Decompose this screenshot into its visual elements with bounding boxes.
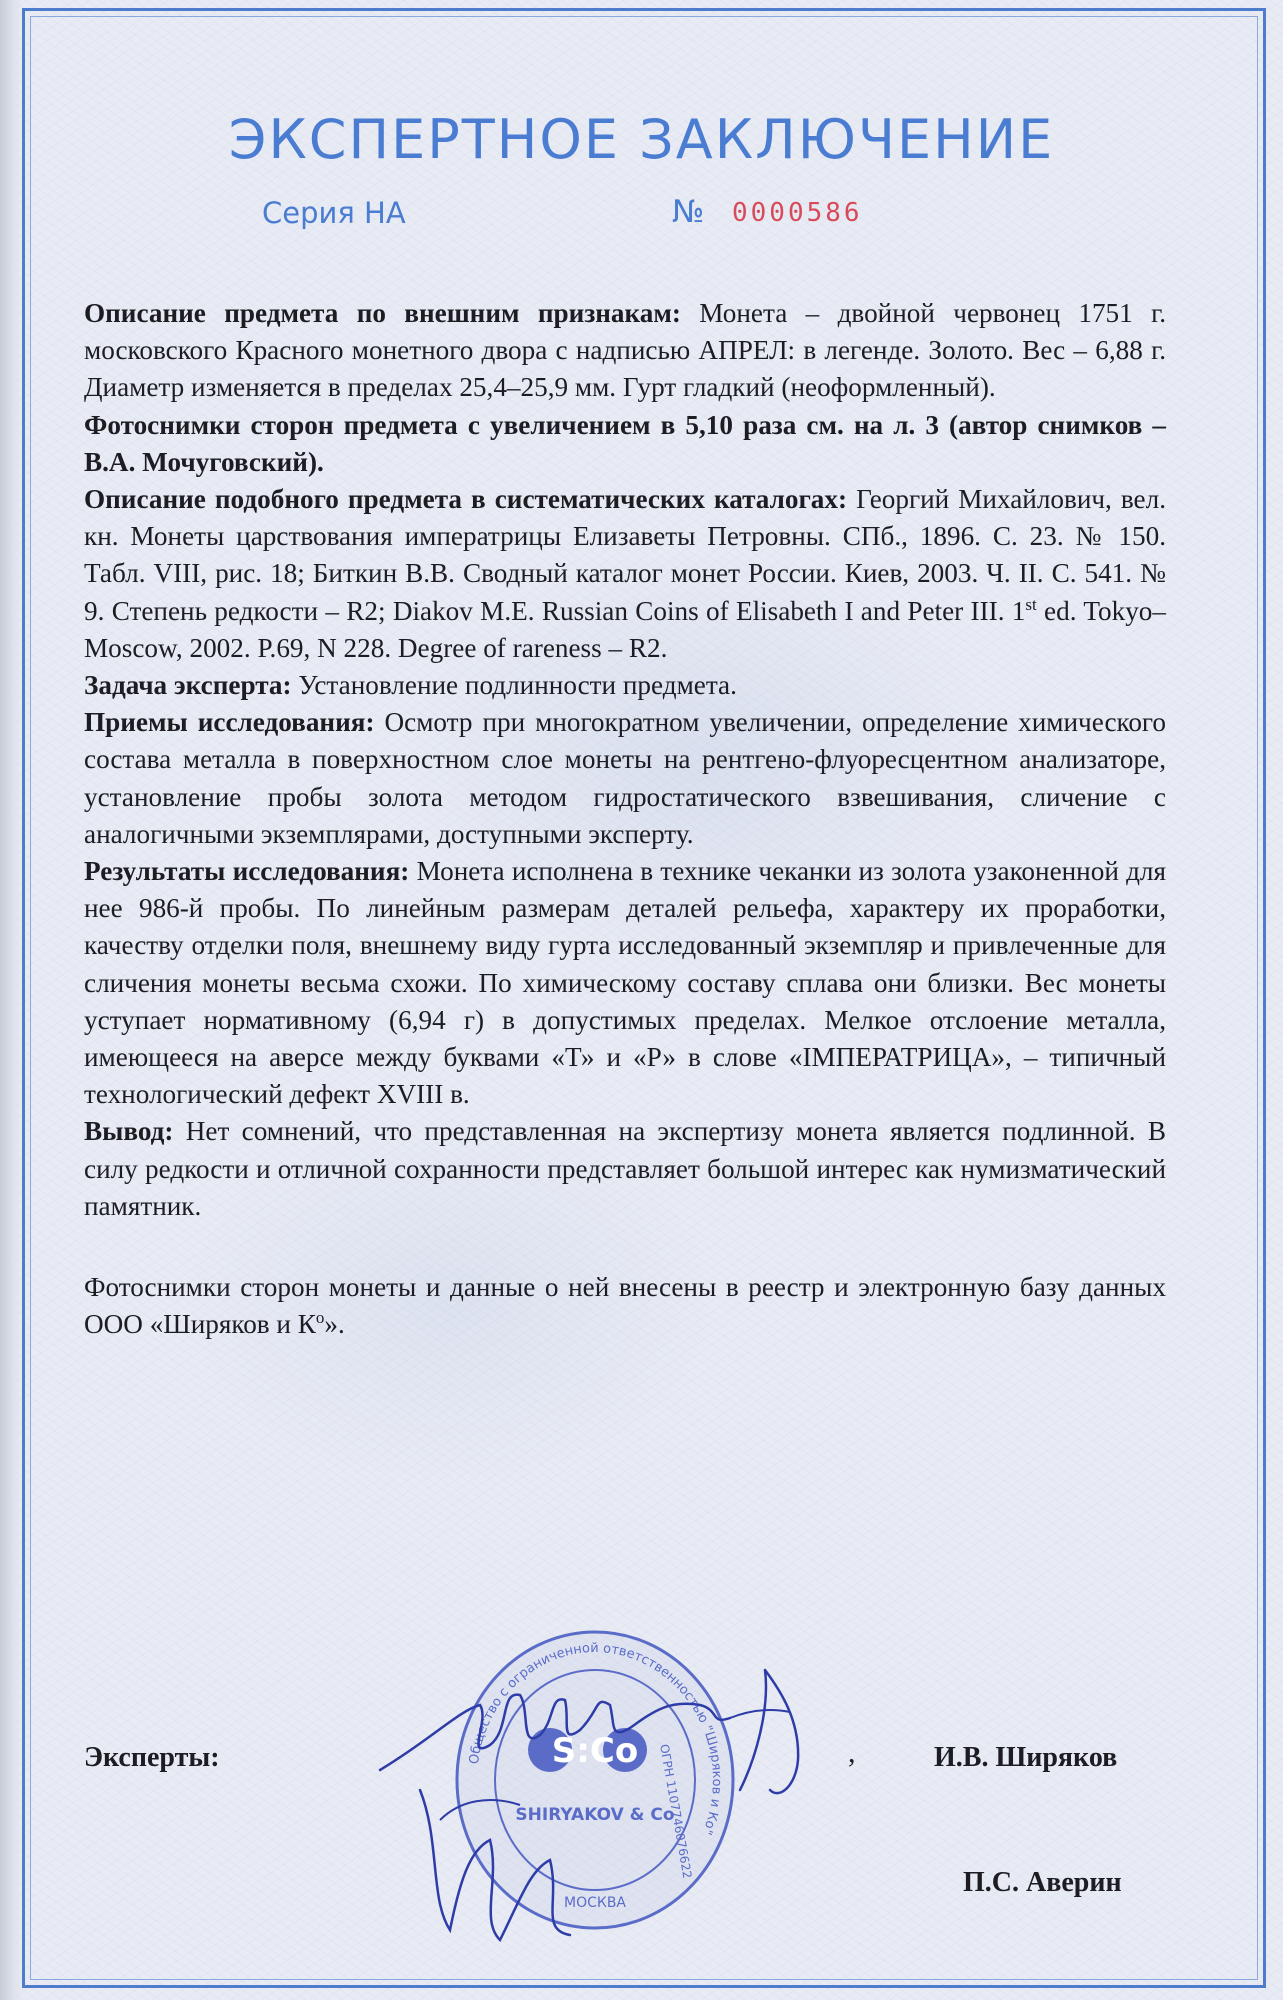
section-label: Описание подобного предмета в систематических каталогах:	[84, 484, 848, 515]
section-text: Установление подлинности предмета.	[291, 670, 737, 701]
registry-text: Фотоснимки сторон монеты и данные о ней внесены в реестр и электронную базу данных ООО «Ширяков и К	[84, 1272, 1166, 1340]
section-text: Нет сомнений, что представленная на экспертизу монета является подлинной. В силу редкости и отличной сохранности представляет большой интерес как нумизматический памятник.	[84, 1116, 1166, 1221]
stamp-logo: S:Co	[551, 1731, 639, 1771]
section-text: Монета – двойной червонец 1751 г. московского Красного монетного двора с надписью АПРЕЛ: в легенде. Золото. Вес – 6,88 г. Диаметр изменяется в пределах 25,4–25,9 мм. Гурт гладкий (неоформленный).	[84, 298, 1166, 403]
section-photos	[84, 407, 1166, 481]
stamp-city: МОСКВА	[564, 1895, 626, 1911]
number-label: №	[672, 194, 705, 230]
certificate-body	[84, 295, 1166, 1343]
section-expert-task	[84, 667, 1166, 704]
registry-text-end: ».	[324, 1309, 345, 1340]
section-label: Фотоснимки сторон предмета с увеличением в 5,10 раза см. на л. 3 (автор снимков – В.А. Мочуговский).	[84, 409, 1166, 477]
section-label: Результаты исследования:	[84, 856, 410, 887]
signature-averin	[400, 1760, 700, 1960]
section-external-description	[84, 295, 1166, 407]
document-title: ЭКСПЕРТНОЕ ЗАКЛЮЧЕНИЕ	[228, 108, 1055, 171]
section-label: Описание предмета по внешним признакам:	[84, 298, 681, 328]
section-label: Приемы исследования:	[84, 707, 375, 738]
section-results	[84, 853, 1166, 1113]
superscript: о	[315, 1308, 325, 1328]
section-text: Осмотр при многократном увеличении, определение химического состава металла в поверхностном слое монеты на рентгено-флуоресцентном анализаторе, установление пробы золота методом гидростатического взвешивания, сличение с аналогичными экземплярами, доступными эксперту.	[84, 707, 1167, 849]
series-label: Серия НА	[262, 196, 406, 230]
expert-name-1: И.В. Ширяков	[934, 1742, 1118, 1773]
section-text-continued: ed. Tokyo–Moscow, 2002. P.69, N 228. Degree of rareness – R2.	[84, 595, 1166, 663]
signature-comma: ,	[848, 1736, 856, 1769]
section-label: Задача эксперта:	[84, 670, 292, 701]
registry-note	[84, 1269, 1166, 1343]
section-methods	[84, 704, 1166, 853]
section-label: Вывод:	[84, 1116, 174, 1147]
page-fold-shadow	[0, 0, 22, 2000]
experts-label: Эксперты:	[84, 1742, 220, 1773]
expert-name-2: П.С. Аверин	[963, 1867, 1122, 1898]
superscript: st	[1025, 594, 1037, 614]
section-text: Георгий Михайлович, вел. кн. Монеты царствования императрицы Елизаветы Петровны. СПб., 1896. С. 23. № 150. Табл. VIII, рис. 18; Биткин В.В. Сводный каталог монет России. Киев, 2003. Ч. II. С. 541. № 9. Степень редкости – R2; Diakov M.E. Russian Coins of Elisabeth I and Peter III. 1	[84, 484, 1166, 626]
section-conclusion	[84, 1113, 1166, 1225]
spacer	[84, 1225, 1166, 1269]
stamp-ogrn: ОГРН 1107746076622	[657, 1743, 695, 1880]
stamp-company: SHIRYAKOV & Co	[515, 1805, 675, 1825]
stamp-ring-text: Общество с ограниченной ответственностью "Ширяков и Ко"	[466, 1640, 725, 1837]
section-catalog-description	[84, 481, 1166, 667]
section-text: Монета исполнена в технике чеканки из золота узаконенной для нее 986-й пробы. По линейным размерам деталей рельефа, характеру их проработки, качеству отделки поля, внешнему виду гурта исследованный экземпляр и привлеченные для сличения монеты весьма схожи. По химическому составу сплава они близки. Вес монеты уступает нормативному (6,94 г) в допустимых пределах. Мелкое отслоение металла, имеющееся на аверсе между буквами «Т» и «Р» в слове «IМПЕРАТРИЦА», – типичный технологический дефект XVIII в.	[84, 856, 1167, 1110]
certificate-number: 0000586	[732, 198, 863, 228]
